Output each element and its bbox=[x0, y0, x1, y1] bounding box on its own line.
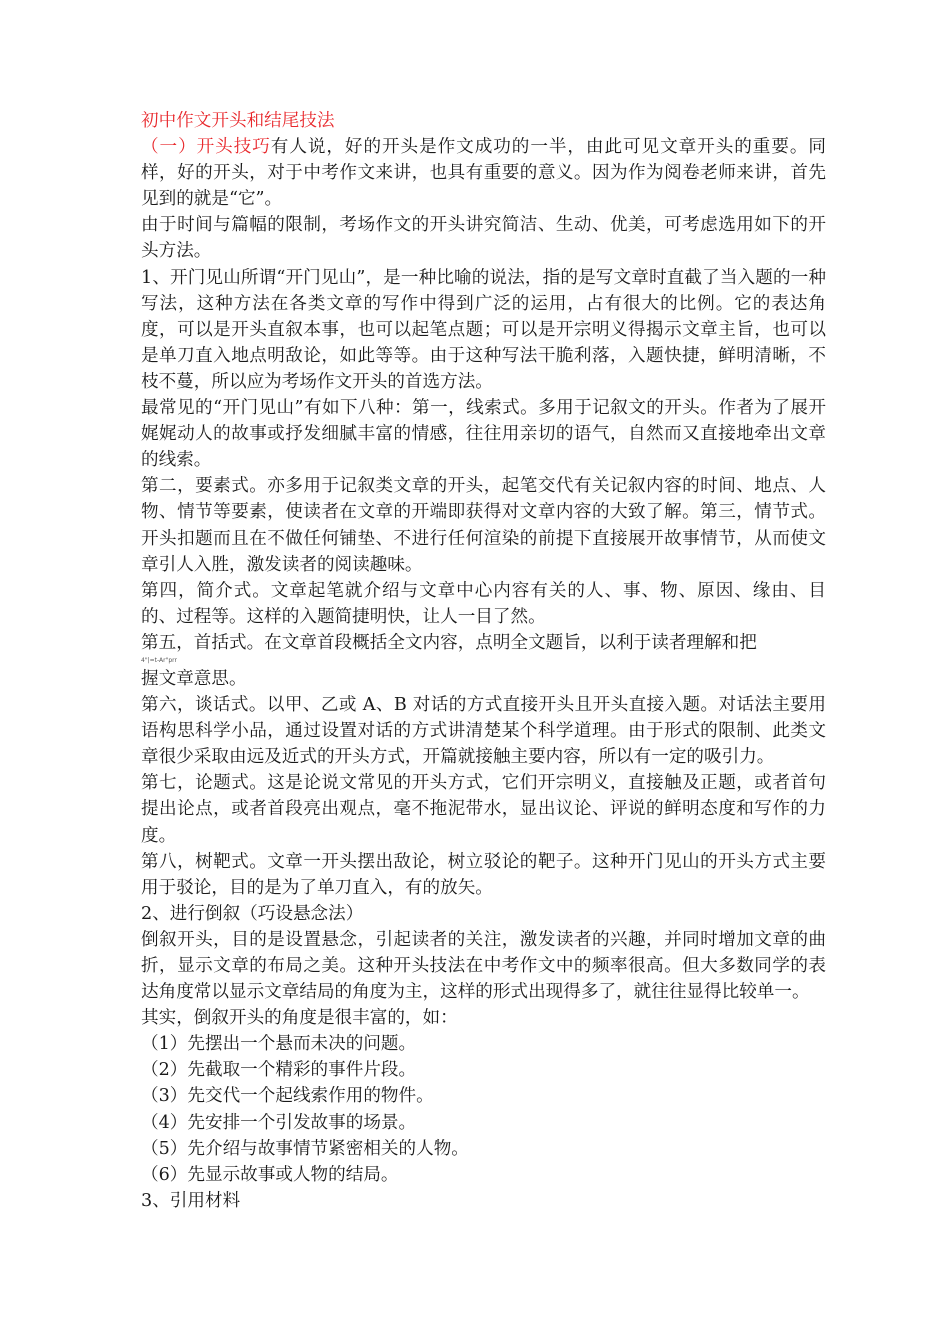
paragraph-intro bbox=[141, 134, 826, 212]
paragraph: 最常见的“开门见山”有如下八种：第一，线索式。多用于记叙文的开头。作者为了展开娓娓动人的故事或抒发细腻丰富的情感，往往用亲切的语气，自然而又直接地牵出文章的线索。 bbox=[141, 398, 826, 471]
list-item: （1）先摆出一个悬而未决的问题。 bbox=[141, 1034, 417, 1055]
paragraph: 握文章意思。 bbox=[141, 668, 247, 689]
paragraph: 第五，首括式。在文章首段概括全文内容，点明全文题旨，以利于读者理解和把 bbox=[141, 632, 757, 653]
list-item: （3）先交代一个起线索作用的物件。 bbox=[141, 1086, 434, 1107]
list-item: （2）先截取一个精彩的事件片段。 bbox=[141, 1060, 417, 1081]
document-title: 初中作文开头和结尾技法 bbox=[141, 111, 335, 131]
paragraph-text: 有人说，好的开头是作文成功的一半，由此可见文章开头的重要。同样，好的开头，对于中考作文来讲，也具有重要的意义。因为作为阅卷老师来讲，首先见到的就是“它”。 bbox=[141, 137, 826, 210]
paragraph: 第二，要素式。亦多用于记叙类文章的开头，起笔交代有关记叙内容的时间、地点、人物、情节等要素，使读者在文章的开端即获得对文章内容的大致了解。第三，情节式。开头扣题而且在不做任何铺垫、不进行任何渲染的前提下直接展开故事情节，从而使文章引人入胜，激发读者的阅读趣味。 bbox=[141, 476, 826, 575]
list-item: （4）先安排一个引发故事的场景。 bbox=[141, 1112, 417, 1133]
list-item: （6）先显示故事或人物的结局。 bbox=[141, 1164, 399, 1185]
paragraph: 1、开门见山所谓“开门见山”，是一种比喻的说法，指的是写文章时直截了当入题的一种写法，这种方法在各类文章的写作中得到广泛的运用，占有很大的比例。它的表达角度，可以是开头直叙本事，也可以起笔点题；可以是开宗明义得揭示文章主旨，也可以是单刀直入地点明敌论，如此等等。由于这种写法干脆利落，入题快捷，鲜明清晰，不枝不蔓，所以应为考场作文开头的首选方法。 bbox=[141, 267, 826, 392]
section-heading: （一）开头技巧 bbox=[141, 137, 271, 158]
paragraph: 第七，论题式。这是论说文常见的开头方式，它们开宗明义，直接触及正题，或者首句提出论点，或者首段亮出观点，毫不拖泥带水，显出议论、评说的鲜明态度和写作的力度。 bbox=[141, 773, 826, 846]
paragraph: 第八，树靶式。文章一开头摆出敌论，树立驳论的靶子。这种开门见山的开头方式主要用于驳论，目的是为了单刀直入，有的放矢。 bbox=[141, 851, 826, 898]
list-item: （5）先介绍与故事情节紧密相关的人物。 bbox=[141, 1138, 469, 1159]
paragraph: 由于时间与篇幅的限制，考场作文的开头讲究简洁、生动、优美，可考虑选用如下的开头方法。 bbox=[141, 215, 826, 262]
paragraph: 3、引用材料 bbox=[141, 1190, 241, 1211]
paragraph: 第六，谈话式。以甲、乙或 A、B 对话的方式直接开头且开头直接入题。对话法主要用语构思科学小品，通过设置对话的方式讲清楚某个科学道理。由于形式的限制、此类文章很少采取由远及近式的开头方式，开篇就接触主要内容，所以有一定的吸引力。 bbox=[141, 695, 826, 768]
document-page bbox=[141, 108, 826, 1214]
paragraph: 倒叙开头，目的是设置悬念，引起读者的关注，激发读者的兴趣，并同时增加文章的曲折，显示文章的布局之美。这种开头技法在中考作文中的频率很高。但大多数同学的表达角度常以显示文章结局的角度为主，这样的形式出现得多了，就往往显得比较单一。 bbox=[141, 929, 826, 1003]
paragraph: 其实，倒叙开头的角度是很丰富的，如： bbox=[141, 1008, 458, 1029]
paragraph: 第四，简介式。文章起笔就介绍与文章中心内容有关的人、事、物、原因、缘由、目的、过程等。这样的入题简捷明快，让人一目了然。 bbox=[141, 580, 826, 627]
tiny-note: 4"|=t-Ar"prr bbox=[141, 656, 177, 664]
paragraph: 2、进行倒叙（巧设悬念法） bbox=[141, 903, 364, 924]
